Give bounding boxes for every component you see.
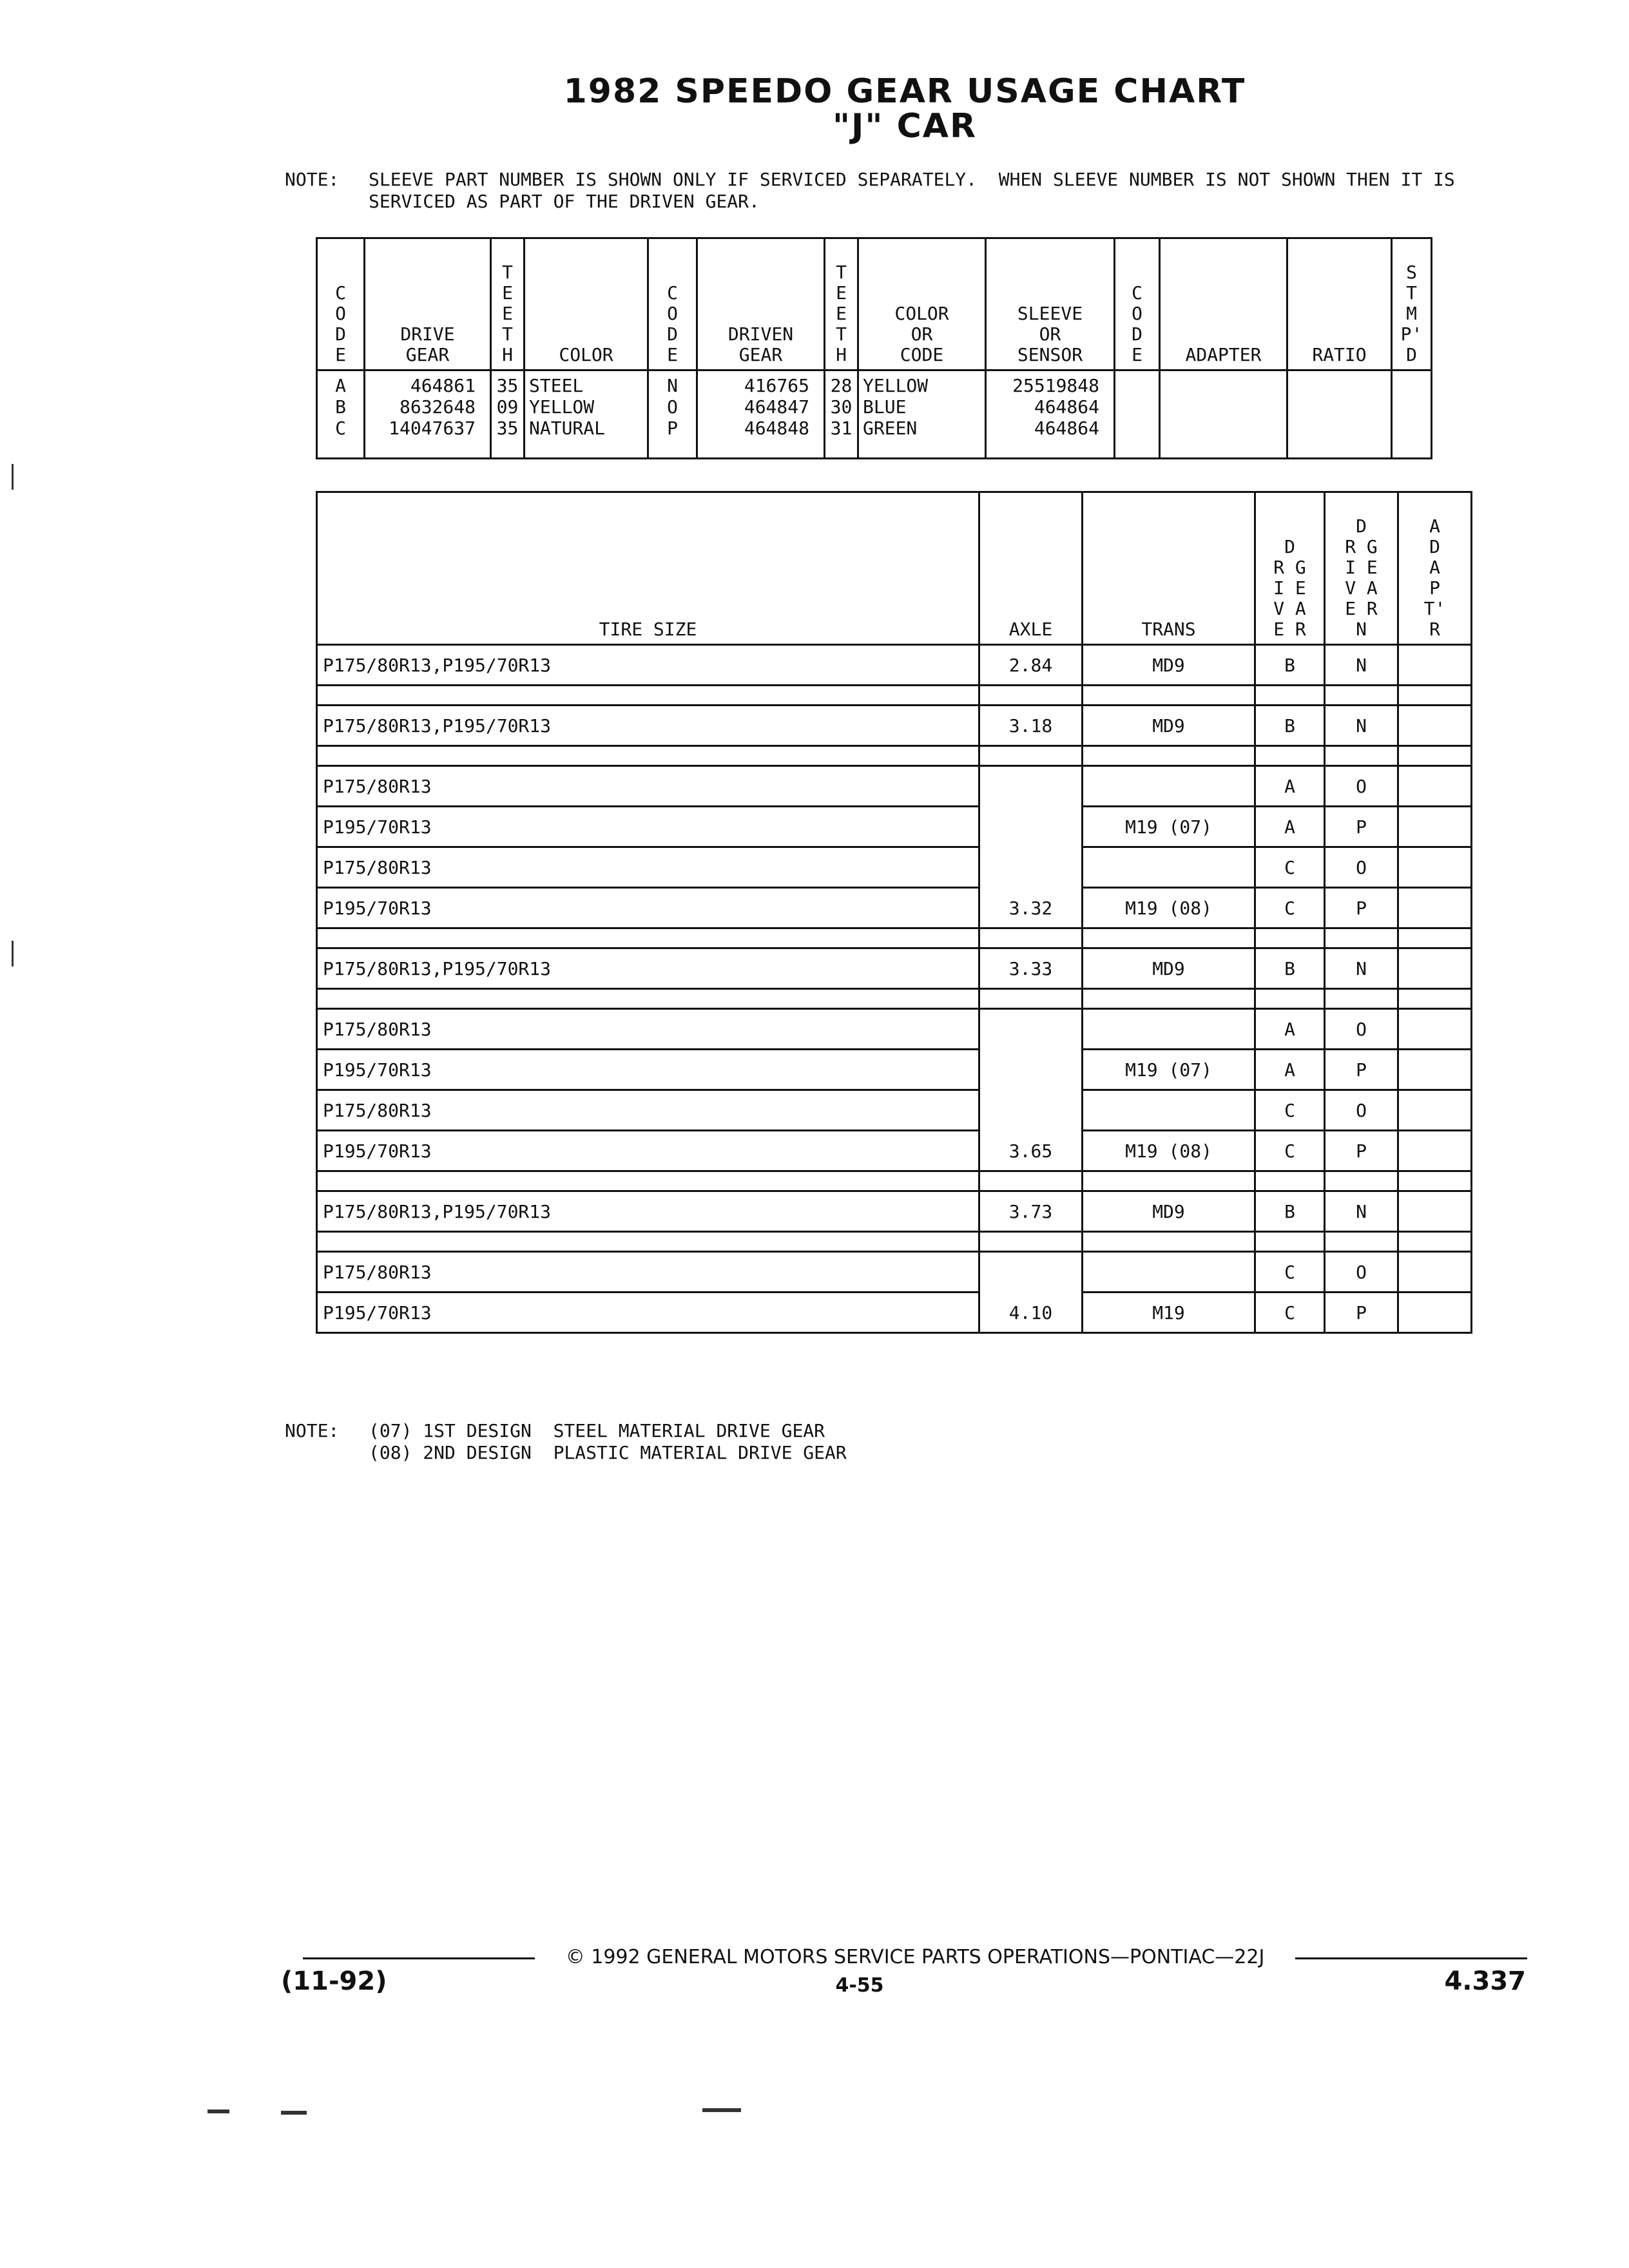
cell-tire-size: P175/80R13,P195/70R13 xyxy=(317,1191,979,1232)
cell-trans: MD9 xyxy=(1083,706,1255,746)
cell-driven-gear: O xyxy=(1325,1252,1398,1293)
cell-tire-size: P175/80R13,P195/70R13 xyxy=(317,706,979,746)
cell-drive-gear: B xyxy=(1255,948,1325,989)
header-drive-gear: D R G I E V A E R xyxy=(1255,492,1325,645)
note-line: (07) 1ST DESIGN STEEL MATERIAL DRIVE GEAR xyxy=(369,1420,825,1441)
cell-trans: MD9 xyxy=(1083,1191,1255,1232)
scan-artifact xyxy=(12,464,14,490)
gear-header-row xyxy=(317,238,1432,370)
header-code: C O D E xyxy=(1115,238,1160,370)
tire-header-row xyxy=(317,492,1472,645)
scan-artifact xyxy=(12,941,14,966)
cell-drive-gear: 464861 8632648 14047637 xyxy=(365,370,491,459)
gear-code-table xyxy=(316,237,1432,459)
cell-driven-gear: O xyxy=(1325,847,1398,888)
table-row xyxy=(317,1009,1472,1050)
header-sleeve-or-sensor: SLEEVE OR SENSOR xyxy=(986,238,1115,370)
cell-adapter xyxy=(1398,1090,1472,1131)
header-axle: AXLE xyxy=(979,492,1083,645)
cell-tire-size: P175/80R13 xyxy=(317,1009,979,1050)
table-row xyxy=(317,948,1472,989)
cell-tire-size: P175/80R13,P195/70R13 xyxy=(317,645,979,686)
cell-driven-gear: O xyxy=(1325,766,1398,807)
cell-tire-size: P175/80R13 xyxy=(317,1252,979,1293)
cell-adapter xyxy=(1398,1131,1472,1171)
cell-axle: 3.32 xyxy=(979,888,1083,928)
footer-copyright: © 1992 GENERAL MOTORS SERVICE PARTS OPERATIONS—PONTIAC—22J xyxy=(565,1946,1265,1968)
cell-tire-size: P175/80R13 xyxy=(317,1090,979,1131)
cell-adapter xyxy=(1398,1293,1472,1333)
cell-code: A B C xyxy=(317,370,365,459)
header-stmpd: S T M P' D xyxy=(1392,238,1432,370)
row-divider xyxy=(317,1232,1472,1252)
cell-ratio xyxy=(1287,370,1392,459)
cell-sleeve-or-sensor: 25519848 464864 464864 xyxy=(986,370,1115,459)
note-label: NOTE: xyxy=(285,169,340,190)
cell-axle xyxy=(979,807,1083,847)
cell-axle xyxy=(979,847,1083,888)
cell-drive-gear: C xyxy=(1255,888,1325,928)
cell-trans: M19 (07) xyxy=(1083,807,1255,847)
cell-adapter xyxy=(1398,1191,1472,1232)
scan-artifact xyxy=(207,2109,229,2113)
cell-trans: M19 xyxy=(1083,1293,1255,1333)
sleeve-note xyxy=(285,169,1455,213)
note-line: SLEEVE PART NUMBER IS SHOWN ONLY IF SERVICED SEPARATELY. WHEN SLEEVE NUMBER IS NOT SHOWN THEN IT IS xyxy=(369,169,1455,190)
cell-driven-gear: 416765 464847 464848 xyxy=(697,370,825,459)
cell-drive-gear: C xyxy=(1255,847,1325,888)
cell-trans: M19 (08) xyxy=(1083,1131,1255,1171)
cell-driven-gear: P xyxy=(1325,1050,1398,1090)
cell-axle xyxy=(979,1050,1083,1090)
cell-tire-size: P195/70R13 xyxy=(317,807,979,847)
gear-body-row xyxy=(317,370,1432,459)
cell-trans xyxy=(1083,1252,1255,1293)
tire-usage-table xyxy=(316,491,1472,1334)
cell-trans xyxy=(1083,766,1255,807)
cell-trans xyxy=(1083,847,1255,888)
table-row xyxy=(317,807,1472,847)
scan-artifact xyxy=(281,2111,307,2115)
row-divider xyxy=(317,928,1472,948)
cell-axle: 4.10 xyxy=(979,1293,1083,1333)
cell-axle: 3.73 xyxy=(979,1191,1083,1232)
cell-color-or-code: YELLOW BLUE GREEN xyxy=(858,370,986,459)
cell-drive-gear: B xyxy=(1255,706,1325,746)
cell-drive-gear: C xyxy=(1255,1131,1325,1171)
table-row xyxy=(317,1050,1472,1090)
cell-trans xyxy=(1083,1090,1255,1131)
cell-driven-gear: P xyxy=(1325,807,1398,847)
table-row xyxy=(317,1252,1472,1293)
cell-axle: 2.84 xyxy=(979,645,1083,686)
row-divider xyxy=(317,686,1472,706)
page-title: 1982 SPEEDO GEAR USAGE CHART xyxy=(563,72,1246,111)
header-driven-gear: DRIVEN GEAR xyxy=(697,238,825,370)
cell-teeth: 35 09 35 xyxy=(491,370,525,459)
cell-color: STEEL YELLOW NATURAL xyxy=(525,370,648,459)
cell-code xyxy=(1115,370,1160,459)
table-row xyxy=(317,1090,1472,1131)
tire-table-body xyxy=(317,645,1472,1333)
header-tire-size: TIRE SIZE xyxy=(317,492,979,645)
cell-drive-gear: C xyxy=(1255,1252,1325,1293)
cell-axle: 3.18 xyxy=(979,706,1083,746)
header-trans: TRANS xyxy=(1083,492,1255,645)
cell-trans xyxy=(1083,1009,1255,1050)
table-row xyxy=(317,706,1472,746)
cell-driven-gear: O xyxy=(1325,1009,1398,1050)
row-divider xyxy=(317,1171,1472,1191)
header-code: C O D E xyxy=(648,238,697,370)
cell-drive-gear: C xyxy=(1255,1090,1325,1131)
cell-drive-gear: B xyxy=(1255,645,1325,686)
header-driven-gear: D R G I E V A E R N xyxy=(1325,492,1398,645)
cell-adapter xyxy=(1398,807,1472,847)
cell-adapter xyxy=(1398,645,1472,686)
cell-driven-gear: P xyxy=(1325,1293,1398,1333)
cell-drive-gear: B xyxy=(1255,1191,1325,1232)
cell-tire-size: P195/70R13 xyxy=(317,1293,979,1333)
table-row xyxy=(317,766,1472,807)
cell-axle: 3.65 xyxy=(979,1131,1083,1171)
cell-axle xyxy=(979,766,1083,807)
cell-drive-gear: A xyxy=(1255,1050,1325,1090)
cell-driven-gear: N xyxy=(1325,1191,1398,1232)
row-divider xyxy=(317,989,1472,1009)
table-row xyxy=(317,847,1472,888)
cell-driven-gear: O xyxy=(1325,1090,1398,1131)
note-label: NOTE: xyxy=(285,1420,340,1441)
cell-driven-gear: N xyxy=(1325,645,1398,686)
cell-tire-size: P195/70R13 xyxy=(317,1131,979,1171)
note-line: (08) 2ND DESIGN PLASTIC MATERIAL DRIVE GEAR xyxy=(369,1442,847,1463)
header-adapter: ADAPTER xyxy=(1160,238,1287,370)
cell-axle xyxy=(979,1252,1083,1293)
header-color-or-code: COLOR OR CODE xyxy=(858,238,986,370)
note-line: SERVICED AS PART OF THE DRIVEN GEAR. xyxy=(369,191,760,212)
cell-adapter xyxy=(1160,370,1287,459)
footer-banner xyxy=(303,1946,1527,1968)
header-code: C O D E xyxy=(317,238,365,370)
table-row xyxy=(317,645,1472,686)
cell-adapter xyxy=(1398,1009,1472,1050)
cell-adapter xyxy=(1398,706,1472,746)
footer-rule xyxy=(1295,1957,1527,1959)
cell-tire-size: P195/70R13 xyxy=(317,888,979,928)
cell-adapter xyxy=(1398,948,1472,989)
page-number: 4.337 xyxy=(1444,1966,1526,1996)
cell-trans: M19 (07) xyxy=(1083,1050,1255,1090)
date-code: (11-92) xyxy=(281,1966,387,1996)
cell-adapter xyxy=(1398,1252,1472,1293)
header-adapter: A D A P T' R xyxy=(1398,492,1472,645)
cell-driven-gear: P xyxy=(1325,1131,1398,1171)
table-row xyxy=(317,888,1472,928)
cell-axle: 3.33 xyxy=(979,948,1083,989)
header-color: COLOR xyxy=(525,238,648,370)
header-drive-gear: DRIVE GEAR xyxy=(365,238,491,370)
cell-code: N O P xyxy=(648,370,697,459)
cell-adapter xyxy=(1398,888,1472,928)
cell-drive-gear: A xyxy=(1255,1009,1325,1050)
row-divider xyxy=(317,746,1472,766)
cell-tire-size: P195/70R13 xyxy=(317,1050,979,1090)
cell-driven-gear: N xyxy=(1325,706,1398,746)
table-row xyxy=(317,1131,1472,1171)
cell-trans: MD9 xyxy=(1083,645,1255,686)
header-teeth: T E E T H xyxy=(825,238,858,370)
table-row xyxy=(317,1191,1472,1232)
header-ratio: RATIO xyxy=(1287,238,1392,370)
cell-tire-size: P175/80R13,P195/70R13 xyxy=(317,948,979,989)
header-teeth: T E E T H xyxy=(491,238,525,370)
cell-tire-size: P175/80R13 xyxy=(317,766,979,807)
cell-axle xyxy=(979,1009,1083,1050)
cell-driven-gear: P xyxy=(1325,888,1398,928)
cell-adapter xyxy=(1398,1050,1472,1090)
page-subtitle: "J" CAR xyxy=(832,107,978,146)
cell-stmpd xyxy=(1392,370,1432,459)
cell-trans: M19 (08) xyxy=(1083,888,1255,928)
cell-tire-size: P175/80R13 xyxy=(317,847,979,888)
cell-axle xyxy=(979,1090,1083,1131)
cell-trans: MD9 xyxy=(1083,948,1255,989)
design-note xyxy=(285,1420,847,1464)
cell-drive-gear: A xyxy=(1255,807,1325,847)
cell-drive-gear: C xyxy=(1255,1293,1325,1333)
cell-driven-gear: N xyxy=(1325,948,1398,989)
sub-page-number: 4-55 xyxy=(835,1974,884,1997)
cell-teeth: 28 30 31 xyxy=(825,370,858,459)
scan-artifact xyxy=(702,2108,741,2112)
cell-drive-gear: A xyxy=(1255,766,1325,807)
table-row xyxy=(317,1293,1472,1333)
cell-adapter xyxy=(1398,847,1472,888)
cell-adapter xyxy=(1398,766,1472,807)
